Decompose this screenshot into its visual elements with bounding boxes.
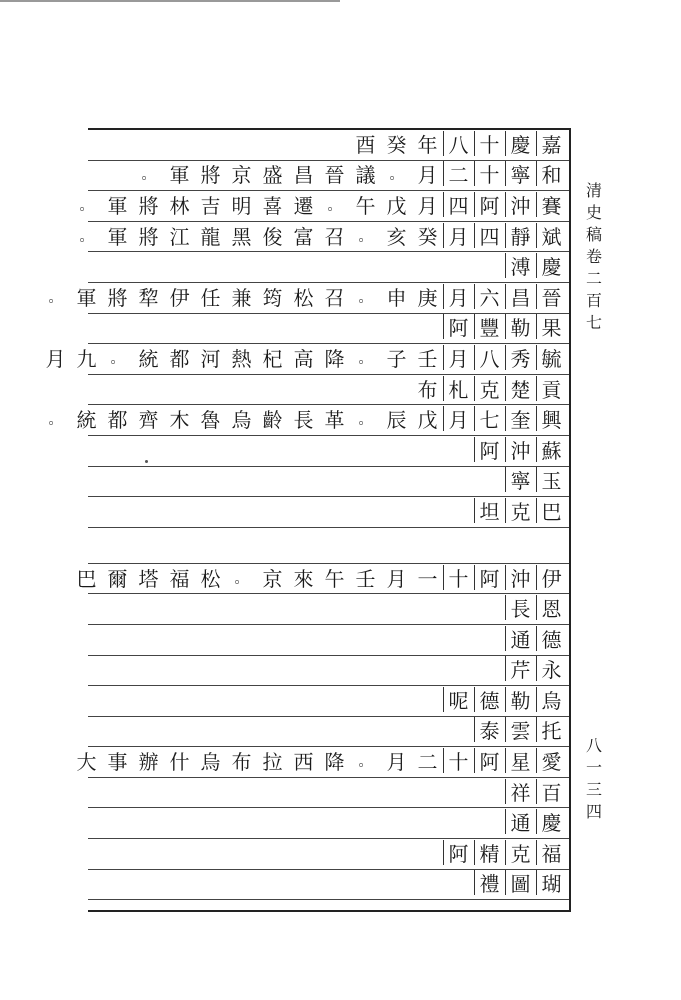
table-row xyxy=(48,283,569,314)
table-row xyxy=(88,625,569,656)
table-row xyxy=(88,375,569,406)
row-text: 和 寧 十 二 月 。 議 晉 昌 盛 京 將 軍 。 xyxy=(133,161,567,191)
row-text: 蘇 沖 阿 xyxy=(474,436,567,466)
table-row xyxy=(88,686,569,717)
table-row xyxy=(88,594,569,625)
row-text: 烏 勒 德 呢 xyxy=(443,686,567,716)
top-rule xyxy=(0,0,340,2)
table-row xyxy=(88,436,569,467)
table-row xyxy=(79,222,569,253)
table-row xyxy=(88,778,569,809)
table-rows xyxy=(45,130,569,900)
row-text: 托 雲 泰 xyxy=(474,717,567,747)
table-row xyxy=(88,161,569,192)
table-row xyxy=(88,314,569,345)
table-row xyxy=(79,191,569,222)
table-row xyxy=(76,564,569,595)
table-row xyxy=(88,252,569,283)
table-row xyxy=(88,808,569,839)
table-row xyxy=(88,717,569,748)
table-row xyxy=(88,839,569,870)
table-row xyxy=(48,405,569,436)
row-text: 慶 通 xyxy=(505,808,567,838)
row-text: 巴 克 坦 xyxy=(474,497,567,527)
row-text: 慶 溥 xyxy=(505,252,567,282)
row-text: 百 祥 xyxy=(505,778,567,808)
row-text: 貢 楚 克 札 布 xyxy=(412,375,567,405)
row-text: 斌 靜 四 月 癸 亥 。 召 富 俊 黑 龍 江 將 軍 。 xyxy=(71,222,567,252)
table-bottom-rule xyxy=(88,910,571,912)
row-text: 福 克 精 阿 xyxy=(443,839,567,869)
row-text: 永 芹 xyxy=(505,656,567,686)
table-row xyxy=(76,747,569,778)
row-text: 伊 沖 阿 十 一 月 壬 午 來 京 。 松 福 塔 爾 巴 xyxy=(71,564,567,594)
row-text: 毓 秀 八 月 壬 子 。 降 高 杞 熱 河 都 統 。 九 月 xyxy=(40,344,567,374)
table-row xyxy=(88,870,569,901)
table-row xyxy=(88,130,569,161)
row-text: 晉 昌 六 月 庚 申 。 召 松 筠 兼 任 伊 犂 將 軍 。 xyxy=(40,283,567,313)
row-text: 恩 長 xyxy=(505,594,567,624)
table-right-rule xyxy=(569,128,571,912)
table-row xyxy=(88,467,569,498)
row-text: 果 勒 豐 阿 xyxy=(443,314,567,344)
page-number: 八 一 三 四 xyxy=(585,736,602,821)
row-text: 瑚 圖 禮 xyxy=(474,870,567,900)
row-text: 德 通 xyxy=(505,625,567,655)
row-text: 嘉 慶 十 八 年 癸 酉 xyxy=(350,130,567,160)
table-row xyxy=(88,528,569,564)
row-text: 玉 寧 xyxy=(505,467,567,497)
row-text: 愛 星 阿 十 二 月 。 降 西 拉 布 烏 什 辦 事 大 xyxy=(71,747,567,777)
table-row xyxy=(88,497,569,528)
table-row xyxy=(88,656,569,687)
running-head: 清 史 稿 卷 二 百 七 xyxy=(585,181,602,332)
table-row xyxy=(45,344,569,375)
row-text: 興 奎 七 月 戊 辰 。 革 長 齡 烏 魯 木 齊 都 統 。 xyxy=(40,405,567,435)
row-text: 賽 沖 阿 四 月 戊 午 。 遷 喜 明 吉 林 將 軍 。 xyxy=(71,191,567,221)
